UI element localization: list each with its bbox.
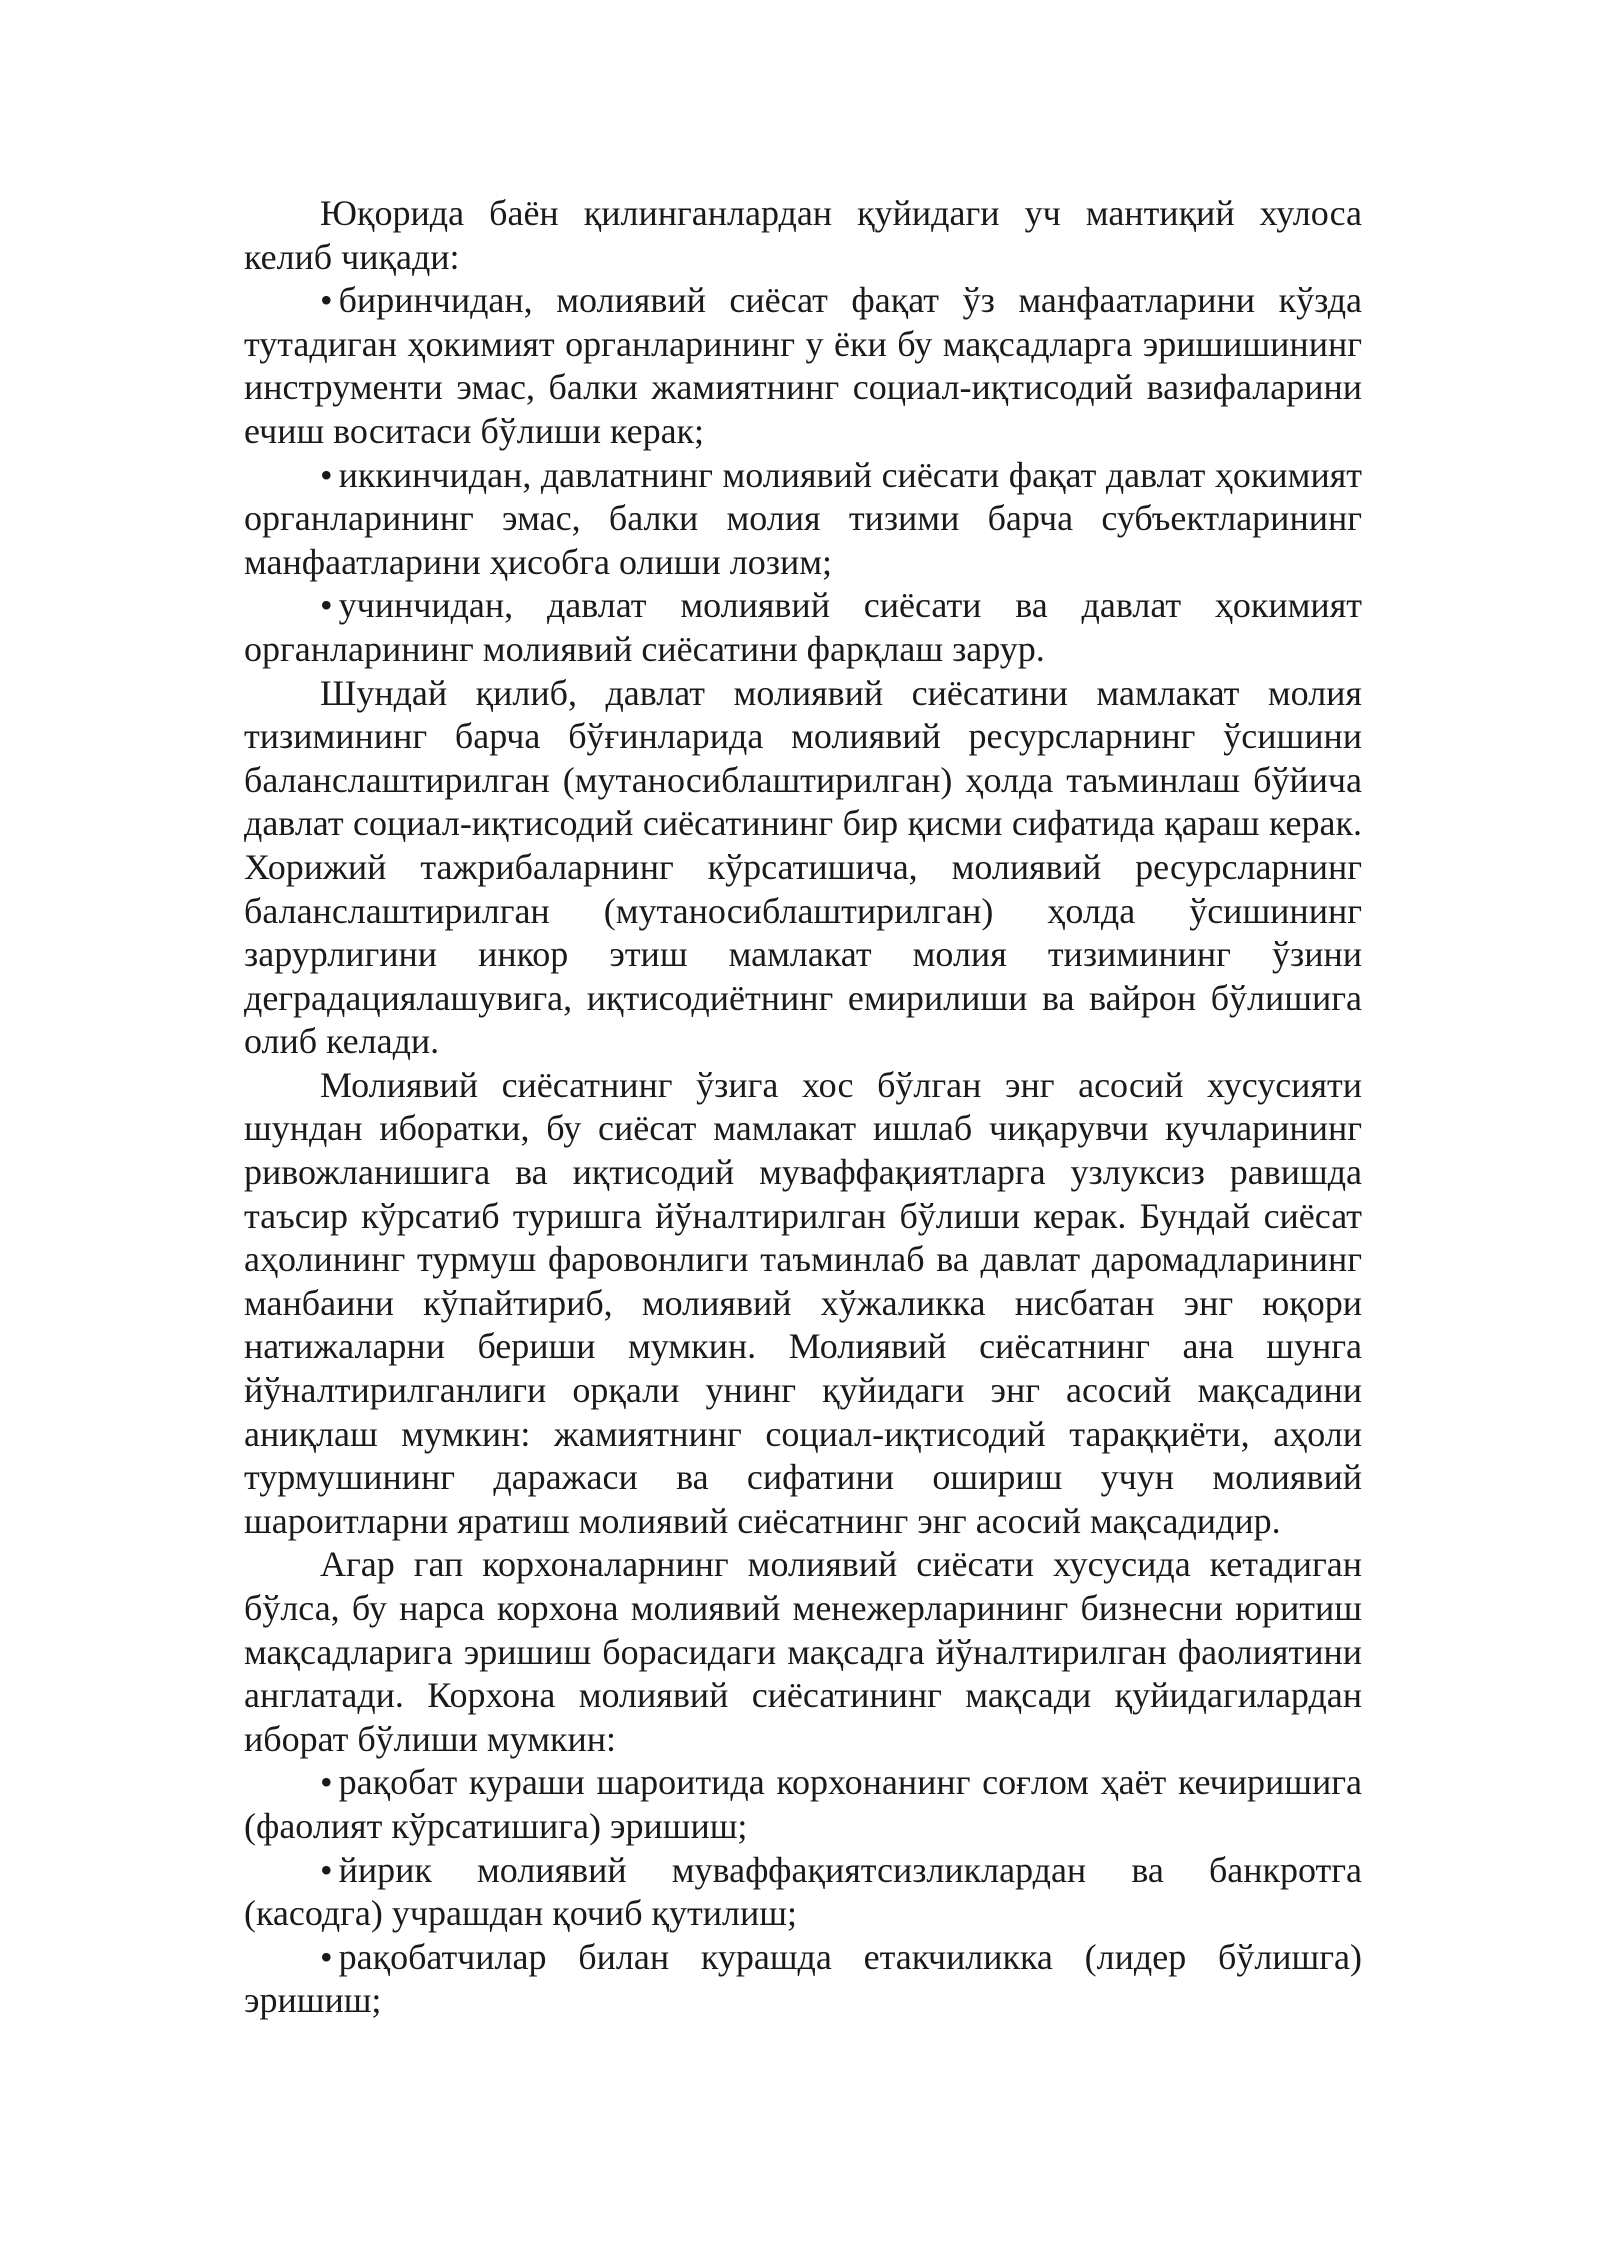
bullet-marker: • [320, 1936, 333, 1977]
bullet-item [244, 279, 1362, 453]
paragraph: Агар гап корхоналарнинг молиявий сиёсати хусусида кетадиган бўлса, бу нарса корхона молиявий менежерларининг бизнесни юритиш мақсадларига эришиш борасидаги мақсадга йўналтирилган фаолиятини англатади. Корхона молиявий сиёсатининг мақсади қуйидагилардан иборат бўлиши мумкин: [244, 1544, 1362, 1759]
bullet-marker: • [320, 454, 333, 495]
paragraph: Юқорида баён қилинганлардан қуйидаги уч мантиқий хулоса келиб чиқади: [244, 193, 1362, 277]
bullet-text: учинчидан, давлат молиявий сиёсати ва давлат ҳокимият органларининг молиявий сиёсатини фарқлаш зарур. [244, 585, 1362, 669]
bullet-item [244, 1761, 1362, 1848]
bullet-text: иккинчидан, давлатнинг молиявий сиёсати фақат давлат ҳокимият органларининг эмас, балки молия тизими барча субъектларининг манфаатларини ҳисобга олиши лозим; [244, 454, 1362, 582]
bullet-item [244, 454, 1362, 585]
bullet-text: биринчидан, молиявий сиёсат фақат ўз манфаатларини кўзда тутадиган ҳокимият органларининг у ёки бу мақсадларга эришишининг инструменти эмас, балки жамиятнинг социал-иқтисодий вазифаларини ечиш воситаси бўлиши керак; [244, 280, 1362, 451]
bullet-marker: • [320, 280, 333, 321]
bullet-item [244, 1936, 1362, 2023]
bullet-marker: • [320, 1762, 333, 1803]
bullet-marker: • [320, 585, 333, 626]
bullet-item [244, 584, 1362, 671]
bullet-marker: • [320, 1849, 333, 1890]
bullet-text: рақобатчилар билан курашда етакчиликка (лидер бўлишга) эришиш; [244, 1936, 1362, 2021]
paragraph: Молиявий сиёсатнинг ўзига хос бўлган энг асосий хусусияти шундан иборатки, бу сиёсат мамлакат ишлаб чиқарувчи кучларининг ривожланишига ва иқтисодий муваффақиятларга узлуксиз равишда таъсир кўрсатиб туришга йўналтирилган бўлиши керак. Бундай сиёсат аҳолининг турмуш фаровонлиги таъминлаб ва давлат даромадларининг манбаини кўпайтириб, молиявий хўжаликка нисбатан энг юқори натижаларни бериши мумкин. Молиявий сиёсатнинг ана шунга йўналтирилганлиги орқали унинг қуйидаги энг асосий мақсадини аниқлаш мумкин: жамиятнинг социал-иқтисодий тараққиёти, аҳоли турмушининг даражаси ва сифатини ошириш учун молиявий шароитларни яратиш молиявий сиёсатнинг энг асосий мақсадидир. [244, 1064, 1362, 1541]
paragraph: Шундай қилиб, давлат молиявий сиёсатини мамлакат молия тизимининг барча бўғинларида молиявий ресурсларнинг ўсишини баланслаштирилган (мутаносиблаштирилган) ҳолда таъминлаш бўйича давлат социал-иқтисодий сиёсатининг бир қисми сифатида қараш керак. Хорижий тажрибаларнинг кўрсатишича, молиявий ресурсларнинг баланслаштирилган (мутаносиблаштирилган) ҳолда ўсишининг зарурлигини инкор этиш мамлакат молия тизимининг ўзини деградациялашувига, иқтисодиётнинг емирилиши ва вайрон бўлишига олиб келади. [244, 672, 1362, 1062]
bullet-item [244, 1849, 1362, 1936]
document-body [244, 192, 1362, 2023]
bullet-text: рақобат кураши шароитида корхонанинг соғлом ҳаёт кечиришига (фаолият кўрсатишига) эришиш; [244, 1762, 1362, 1846]
bullet-text: йирик молиявий муваффақиятсизликлардан ва банкротга (касодга) учрашдан қочиб қутилиш; [244, 1849, 1362, 1934]
